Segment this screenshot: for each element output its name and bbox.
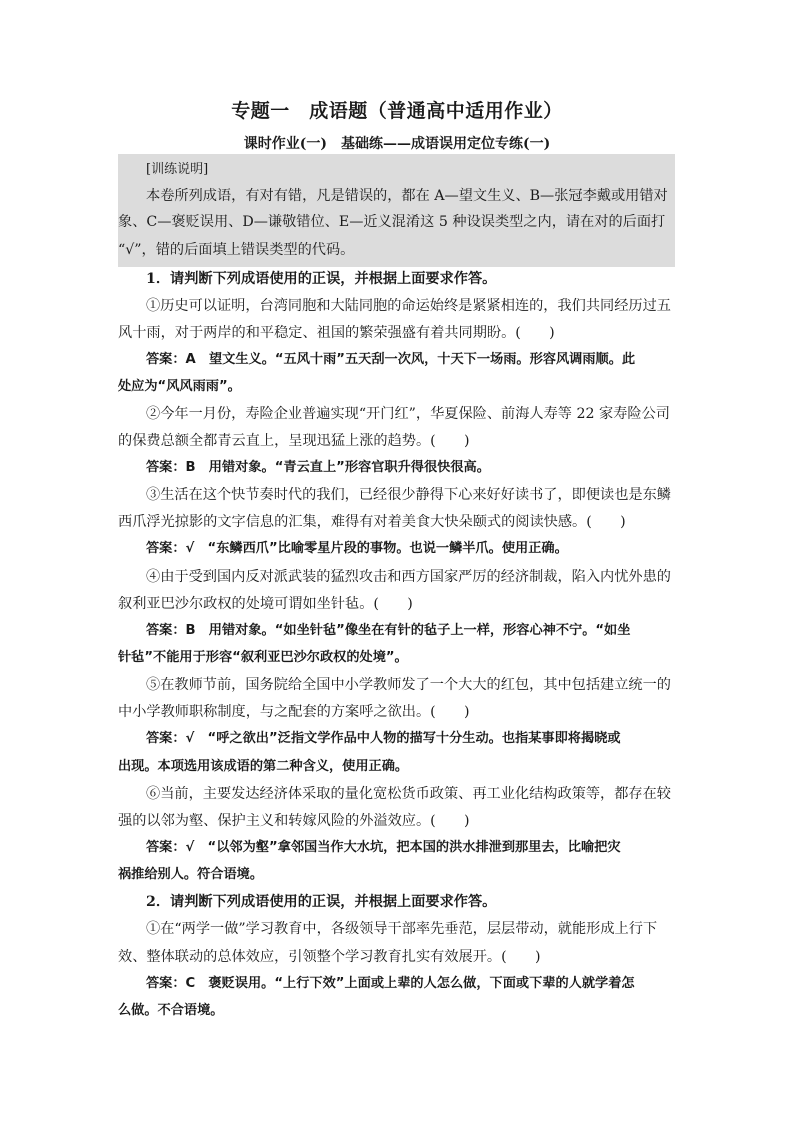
note-label: [训练说明]: [146, 162, 209, 177]
page-title: 专题一 成语题（普通高中适用作业）: [231, 100, 563, 122]
document-page: 专题一 成语题（普通高中适用作业） 课时作业(一) 基础练——成语误用定位专练(一) [训练说明] 本卷所列成语，有对有错，凡是错误的，都在 A—望文生义、B—张冠李戴或用错对 象、C—褒贬误用、D—谦敬错位、E—近义混淆这 5 种设误类型之内，请在对的后面打 “√”，错的后面填上错误类型的代码。 1．请判断下列成语使用的正误，并根据上面要求作答。 ①历史可以证明，台湾同胞和大陆同胞的命运始终是紧紧相连的，我们共同经历过五 风十雨，对于两岸的和平稳定、祖国的繁荣强盛有着共同期盼。( ) 答案：A 望文生义。“五风十雨”五天刮一次风，十天下一场雨。形容风调雨顺。此 处应为“风风雨雨”。 ②今年一月份，寿险企业普遍实现“开门红”，华夏保险、前海人寿等 22 家寿险公司 的保费总额全都青云直上，呈现迅猛上涨的趋势。( ) 答案：B 用错对象。“青云直上”形容官职升得很快很高。 ③生活在这个快节奏时代的我们，已经很少静得下心来好好读书了，即便读也是东鳞 西爪浮光掠影的文字信息的汇集，难得有对着美食大快朵颐式的阅读快感。( ) 答案：√ “东鳞西爪”比喻零星片段的事物。也说一鳞半爪。使用正确。 ④由于受到国内反对派武装的猛烈攻击和西方国家严厉的经济制裁，陷入内忧外患的 叙利亚巴沙尔政权的处境可谓如坐针毡。( ) 答案：B 用错对象。“如坐针毡”像坐在有针的毡子上一样，形容心神不宁。“如坐 针毡”不能用于形容“叙利亚巴沙尔政权的处境”。 ⑤在教师节前，国务院给全国中小学教师发了一个大大的红包，其中包括建立统一的 中小学教师职称制度，与之配套的方案呼之欲出。( ) 答案：√ “呼之欲出”泛指文学作品中人物的描写十分生动。也指某事即将揭晓或 出现。本项选用该成语的第二种含义，使用正确。 ⑥当前，主要发达经济体采取的量化宽松货币政策、再工业化结构政策等，都存在较 强的以邻为壑、保护主义和转嫁风险的外溢效应。( ) 答案：√ “以邻为壑”拿邻国当作大水坑，把本国的洪水排泄到那里去，比喻把灾 祸推给别人。符合语境。 2．请判断下列成语使用的正误，并根据上面要求作答。 ①在“两学一做”学习教育中，各级领导干部率先垂范，层层带动，就能形成上行下 效、整体联动的总体效应，引领整个学习教育扎实有效展开。( ) 答案：C 褒贬误用。“上行下效”上面或上辈的人怎么做，下面或下辈的人就学着怎 么做。不合语境。: [0, 0, 794, 1123]
page-subtitle: 课时作业(一) 基础练——成语误用定位专练(一): [243, 136, 551, 152]
